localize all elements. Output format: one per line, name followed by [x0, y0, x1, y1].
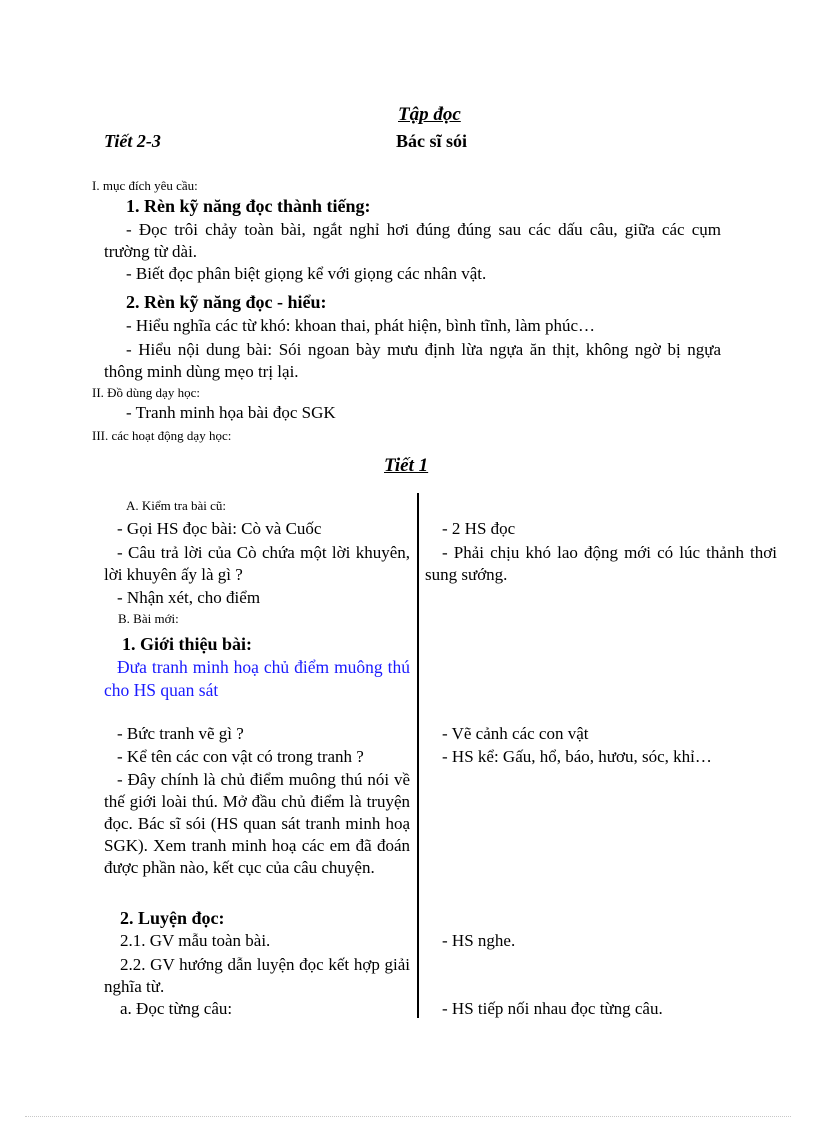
- subject-title: Tập đọc: [398, 104, 461, 125]
- student-s2: - Phải chịu khó lao động mới có lúc thảnh thơi sung sướng.: [425, 543, 777, 584]
- materials-item: - Tranh minh họa bài đọc SGK: [126, 403, 336, 422]
- teacher-a3: - Nhận xét, cho điểm: [117, 588, 261, 607]
- objectives-heading: I. mục đích yêu cầu:: [92, 178, 198, 193]
- section-b-heading: B. Bài mới:: [118, 611, 179, 626]
- column-divider: [417, 493, 419, 1018]
- teacher-a2: - Câu trả lời của Cò chứa một lời khuyên, lời khuyên ấy là gì ?: [104, 543, 410, 584]
- skill1-title: 1. Rèn kỹ năng đọc thành tiếng:: [126, 196, 371, 216]
- teacher-q1: - Bức tranh vẽ gì ?: [117, 724, 244, 743]
- teacher-q2: - Kể tên các con vật có trong tranh ?: [117, 747, 364, 766]
- period-1-title: Tiết 1: [384, 455, 429, 476]
- lesson-title: Bác sĩ sói: [396, 131, 468, 151]
- student-s5: - HS nghe.: [442, 931, 516, 950]
- activities-heading: III. các hoạt động dạy học:: [92, 428, 232, 443]
- skill2-title: 2. Rèn kỹ năng đọc - hiểu:: [126, 292, 327, 312]
- student-s1: - 2 HS đọc: [442, 519, 516, 538]
- practice-title: 2. Luyện đọc:: [120, 908, 225, 928]
- section-a-heading: A. Kiểm tra bài cũ:: [126, 498, 226, 513]
- student-s3: - Vẽ cảnh các con vật: [442, 724, 589, 743]
- skill1-item2: - Biết đọc phân biệt giọng kể với giọng các nhân vật.: [126, 264, 487, 283]
- materials-heading: II. Đồ dùng dạy học:: [92, 385, 200, 400]
- intro-title: 1. Giới thiệu bài:: [122, 634, 252, 654]
- skill1-item1: - Đọc trôi chảy toàn bài, ngắt nghỉ hơi đúng đúng sau các dấu câu, giữa các cụm trường từ dài.: [104, 220, 721, 261]
- skill2-item1: - Hiểu nghĩa các từ khó: khoan thai, phát hiện, bình tĩnh, làm phúc…: [126, 316, 596, 335]
- page-bottom-rule: [25, 1116, 791, 1117]
- student-s6: - HS tiếp nối nhau đọc từng câu.: [442, 999, 663, 1018]
- teacher-a1: - Gọi HS đọc bài: Cò và Cuốc: [117, 519, 322, 538]
- period-label: Tiết 2-3: [104, 131, 161, 151]
- skill2-item2: - Hiểu nội dung bài: Sói ngoan bày mưu định lừa ngựa ăn thịt, không ngờ bị ngựa thông minh dùng mẹo trị lại.: [104, 340, 721, 381]
- intro-text: Đưa tranh minh hoạ chủ điểm muông thú cho HS quan sát: [104, 657, 410, 700]
- student-s4: - HS kể: Gấu, hổ, báo, hươu, sóc, khỉ…: [442, 747, 712, 766]
- teacher-p1: 2.1. GV mẫu toàn bài.: [120, 931, 271, 950]
- teacher-p3: a. Đọc từng câu:: [120, 999, 233, 1018]
- teacher-q3: - Đây chính là chủ điểm muông thú nói về thế giới loài thú. Mở đầu chủ điểm là truyện đọc. Bác sĩ sói (HS quan sát tranh minh hoạ SGK). Xem tranh minh hoạ các em đã đoán được phần nào, kết cục của câu chuyện.: [104, 770, 410, 877]
- teacher-p2: 2.2. GV hướng dẫn luyện đọc kết hợp giải nghĩa từ.: [104, 955, 410, 996]
